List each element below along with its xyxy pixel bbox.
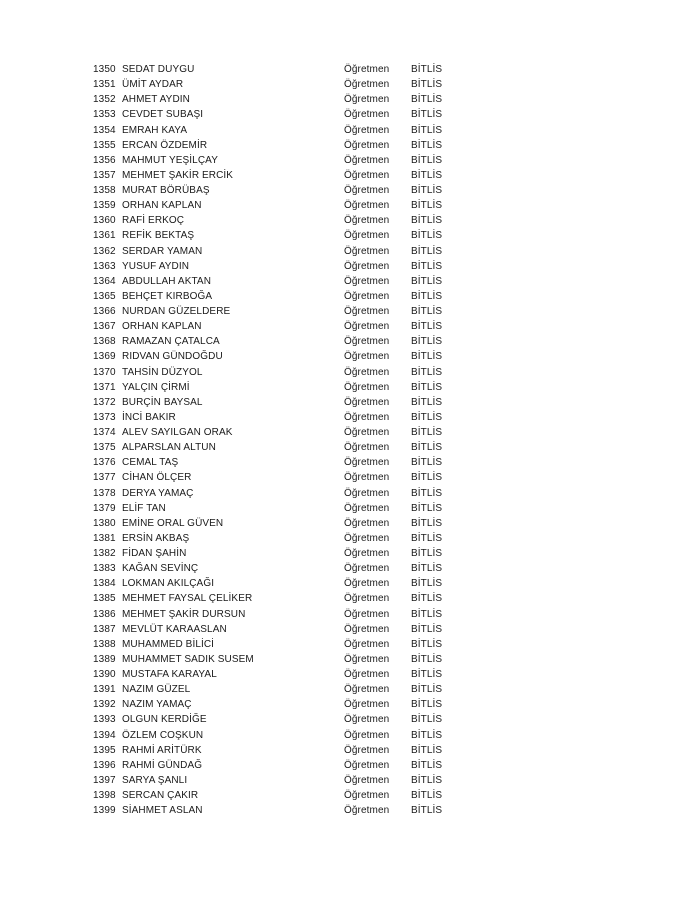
person-name: ABDULLAH AKTAN — [122, 275, 212, 287]
row-number: 1399 — [93, 805, 116, 817]
person-name: MEVLÜT KARAASLAN — [122, 623, 227, 635]
person-name: SERDAR YAMAN — [122, 245, 203, 257]
row-number: 1384 — [93, 578, 116, 590]
list-row — [0, 773, 700, 788]
row-number: 1359 — [93, 200, 116, 212]
person-name: ALEV SAYILGAN ORAK — [122, 427, 233, 438]
city-name: BİTLİS — [411, 275, 443, 287]
city-name: BİTLİS — [411, 396, 443, 408]
job-title: Öğretmen — [344, 64, 390, 75]
person-name: REFİK BEKTAŞ — [122, 230, 195, 242]
list-row — [0, 667, 700, 682]
row-number: 1377 — [93, 472, 116, 484]
row-number: 1369 — [93, 351, 116, 363]
person-name: DERYA YAMAÇ — [122, 487, 194, 499]
person-name: BURÇİN BAYSAL — [122, 396, 203, 408]
person-name: ALPARSLAN ALTUN — [122, 442, 216, 454]
list-row — [0, 591, 700, 606]
row-number: 1392 — [93, 699, 116, 711]
row-number: 1362 — [93, 245, 116, 257]
person-name: FİDAN ŞAHİN — [122, 548, 187, 559]
job-title: Öğretmen — [344, 245, 390, 257]
job-title: Öğretmen — [344, 275, 390, 287]
list-row — [0, 440, 700, 455]
job-title: Öğretmen — [344, 215, 390, 227]
row-number: 1380 — [93, 517, 116, 529]
row-number: 1353 — [93, 109, 116, 121]
job-title: Öğretmen — [344, 336, 390, 348]
person-name: MAHMUT YEŞİLÇAY — [122, 154, 218, 166]
job-title: Öğretmen — [344, 608, 390, 620]
row-number: 1391 — [93, 684, 116, 696]
city-name: BİTLİS — [411, 790, 443, 801]
person-name: SİAHMET ASLAN — [122, 805, 203, 817]
list-row — [0, 138, 700, 153]
list-row — [0, 77, 700, 92]
row-number: 1393 — [93, 714, 116, 726]
list-row — [0, 758, 700, 773]
city-name: BİTLİS — [411, 563, 443, 575]
list-row — [0, 516, 700, 531]
city-name: BİTLİS — [411, 185, 443, 196]
city-name: BİTLİS — [411, 578, 443, 590]
row-number: 1352 — [93, 94, 116, 106]
row-number: 1398 — [93, 790, 116, 801]
row-number: 1356 — [93, 154, 116, 166]
city-name: BİTLİS — [411, 593, 443, 605]
job-title: Öğretmen — [344, 321, 390, 333]
job-title: Öğretmen — [344, 487, 390, 499]
person-name: ELİF TAN — [122, 502, 166, 514]
job-title: Öğretmen — [344, 593, 390, 605]
city-name: BİTLİS — [411, 169, 443, 181]
person-name: MUSTAFA KARAYAL — [122, 669, 217, 680]
person-name: NAZIM YAMAÇ — [122, 699, 192, 711]
job-title: Öğretmen — [344, 548, 390, 559]
person-name: KAĞAN SEVİNÇ — [122, 563, 199, 575]
list-row — [0, 576, 700, 591]
row-number: 1382 — [93, 548, 116, 559]
row-number: 1355 — [93, 139, 116, 151]
city-name: BİTLİS — [411, 623, 443, 635]
list-row — [0, 546, 700, 561]
person-name: EMİNE ORAL GÜVEN — [122, 517, 224, 529]
row-number: 1397 — [93, 774, 116, 786]
job-title: Öğretmen — [344, 351, 390, 363]
row-number: 1389 — [93, 653, 116, 665]
list-row — [0, 697, 700, 712]
person-name: CİHAN ÖLÇER — [122, 472, 192, 484]
job-title: Öğretmen — [344, 185, 390, 196]
person-name: NAZIM GÜZEL — [122, 684, 191, 696]
person-name: CEVDET SUBAŞI — [122, 109, 204, 121]
job-title: Öğretmen — [344, 230, 390, 242]
list-row — [0, 501, 700, 516]
city-name: BİTLİS — [411, 94, 443, 106]
list-row — [0, 712, 700, 727]
person-name: RIDVAN GÜNDOĞDU — [122, 351, 223, 363]
person-name: TAHSİN DÜZYOL — [122, 366, 203, 378]
person-name: ERCAN ÖZDEMİR — [122, 139, 208, 151]
list-row — [0, 183, 700, 198]
job-title: Öğretmen — [344, 290, 390, 302]
city-name: BİTLİS — [411, 154, 443, 166]
person-name: MEHMET ŞAKİR ERCİK — [122, 169, 234, 181]
row-number: 1370 — [93, 366, 116, 378]
job-title: Öğretmen — [344, 638, 390, 650]
row-number: 1379 — [93, 502, 116, 514]
person-name: ERSİN AKBAŞ — [122, 532, 190, 544]
row-number: 1385 — [93, 593, 116, 605]
list-row — [0, 652, 700, 667]
job-title: Öğretmen — [344, 578, 390, 590]
city-name: BİTLİS — [411, 457, 443, 469]
city-name: BİTLİS — [411, 290, 443, 302]
list-row — [0, 455, 700, 470]
city-name: BİTLİS — [411, 351, 443, 363]
person-name: İNCİ BAKIR — [122, 411, 176, 423]
city-name: BİTLİS — [411, 714, 443, 726]
list-row — [0, 168, 700, 183]
person-name: NURDAN GÜZELDERE — [122, 306, 231, 317]
job-title: Öğretmen — [344, 744, 390, 756]
list-row — [0, 213, 700, 228]
city-name: BİTLİS — [411, 684, 443, 696]
list-row — [0, 334, 700, 349]
row-number: 1358 — [93, 185, 116, 196]
person-name: YALÇIN ÇİRMİ — [122, 381, 190, 393]
row-number: 1373 — [93, 411, 116, 423]
city-name: BİTLİS — [411, 200, 443, 212]
list-row — [0, 682, 700, 697]
city-name: BİTLİS — [411, 744, 443, 756]
row-number: 1350 — [93, 64, 116, 75]
list-row — [0, 365, 700, 380]
city-name: BİTLİS — [411, 669, 443, 680]
job-title: Öğretmen — [344, 472, 390, 484]
person-name: MURAT BÖRÜBAŞ — [122, 185, 210, 196]
city-name: BİTLİS — [411, 729, 443, 741]
job-title: Öğretmen — [344, 790, 390, 801]
city-name: BİTLİS — [411, 774, 443, 786]
row-number: 1376 — [93, 457, 116, 469]
job-title: Öğretmen — [344, 714, 390, 726]
job-title: Öğretmen — [344, 759, 390, 771]
city-name: BİTLİS — [411, 306, 443, 317]
person-name: RAMAZAN ÇATALCA — [122, 336, 220, 348]
job-title: Öğretmen — [344, 154, 390, 166]
city-name: BİTLİS — [411, 427, 443, 438]
list-row — [0, 425, 700, 440]
job-title: Öğretmen — [344, 502, 390, 514]
person-name: SERCAN ÇAKIR — [122, 790, 199, 801]
city-name: BİTLİS — [411, 653, 443, 665]
city-name: BİTLİS — [411, 411, 443, 423]
person-name: RAFİ ERKOÇ — [122, 215, 185, 227]
city-name: BİTLİS — [411, 638, 443, 650]
city-name: BİTLİS — [411, 260, 443, 272]
city-name: BİTLİS — [411, 517, 443, 529]
list-row — [0, 92, 700, 107]
person-name: MUHAMMED BİLİCİ — [122, 638, 215, 650]
city-name: BİTLİS — [411, 321, 443, 333]
row-number: 1387 — [93, 623, 116, 635]
list-row — [0, 395, 700, 410]
person-name: ÖZLEM COŞKUN — [122, 729, 204, 741]
job-title: Öğretmen — [344, 805, 390, 817]
list-row — [0, 728, 700, 743]
job-title: Öğretmen — [344, 669, 390, 680]
list-row — [0, 410, 700, 425]
person-name: BEHÇET KIRBOĞA — [122, 290, 213, 302]
list-row — [0, 244, 700, 259]
list-row — [0, 107, 700, 122]
job-title: Öğretmen — [344, 774, 390, 786]
row-number: 1366 — [93, 306, 116, 317]
person-name: YUSUF AYDIN — [122, 260, 190, 272]
list-row — [0, 803, 700, 818]
job-title: Öğretmen — [344, 260, 390, 272]
list-row — [0, 62, 700, 77]
city-name: BİTLİS — [411, 230, 443, 242]
list-row — [0, 228, 700, 243]
person-name: RAHMİ ARİTÜRK — [122, 744, 202, 756]
job-title: Öğretmen — [344, 169, 390, 181]
list-row — [0, 289, 700, 304]
person-name: OLGUN KERDİĞE — [122, 714, 207, 726]
city-name: BİTLİS — [411, 215, 443, 227]
job-title: Öğretmen — [344, 139, 390, 151]
row-number: 1365 — [93, 290, 116, 302]
city-name: BİTLİS — [411, 532, 443, 544]
row-number: 1388 — [93, 638, 116, 650]
list-row — [0, 607, 700, 622]
city-name: BİTLİS — [411, 442, 443, 454]
list-row — [0, 486, 700, 501]
list-row — [0, 198, 700, 213]
job-title: Öğretmen — [344, 729, 390, 741]
row-number: 1364 — [93, 275, 116, 287]
person-name: SARYA ŞANLI — [122, 774, 188, 786]
list-row — [0, 637, 700, 652]
row-number: 1378 — [93, 487, 116, 499]
city-name: BİTLİS — [411, 366, 443, 378]
city-name: BİTLİS — [411, 548, 443, 559]
row-number: 1363 — [93, 260, 116, 272]
row-number: 1386 — [93, 608, 116, 620]
city-name: BİTLİS — [411, 79, 443, 91]
city-name: BİTLİS — [411, 245, 443, 257]
person-name: EMRAH KAYA — [122, 124, 188, 136]
city-name: BİTLİS — [411, 699, 443, 711]
person-name: ORHAN KAPLAN — [122, 200, 202, 212]
list-row — [0, 470, 700, 485]
list-row — [0, 123, 700, 138]
list-row — [0, 531, 700, 546]
row-number: 1360 — [93, 215, 116, 227]
list-row — [0, 153, 700, 168]
city-name: BİTLİS — [411, 139, 443, 151]
job-title: Öğretmen — [344, 94, 390, 106]
job-title: Öğretmen — [344, 366, 390, 378]
job-title: Öğretmen — [344, 653, 390, 665]
job-title: Öğretmen — [344, 517, 390, 529]
row-number: 1354 — [93, 124, 116, 136]
city-name: BİTLİS — [411, 472, 443, 484]
row-number: 1367 — [93, 321, 116, 333]
person-name: ÜMİT AYDAR — [122, 79, 184, 91]
job-title: Öğretmen — [344, 457, 390, 469]
job-title: Öğretmen — [344, 411, 390, 423]
row-number: 1394 — [93, 729, 116, 741]
list-row — [0, 380, 700, 395]
job-title: Öğretmen — [344, 396, 390, 408]
city-name: BİTLİS — [411, 805, 443, 817]
city-name: BİTLİS — [411, 759, 443, 771]
job-title: Öğretmen — [344, 427, 390, 438]
teacher-list — [0, 62, 700, 818]
list-row — [0, 304, 700, 319]
row-number: 1396 — [93, 759, 116, 771]
row-number: 1368 — [93, 336, 116, 348]
city-name: BİTLİS — [411, 64, 443, 75]
row-number: 1371 — [93, 381, 116, 393]
list-row — [0, 622, 700, 637]
row-number: 1357 — [93, 169, 116, 181]
person-name: AHMET AYDIN — [122, 94, 190, 106]
list-row — [0, 743, 700, 758]
job-title: Öğretmen — [344, 699, 390, 711]
job-title: Öğretmen — [344, 79, 390, 91]
person-name: MEHMET FAYSAL ÇELİKER — [122, 593, 253, 605]
city-name: BİTLİS — [411, 608, 443, 620]
city-name: BİTLİS — [411, 124, 443, 136]
city-name: BİTLİS — [411, 109, 443, 121]
city-name: BİTLİS — [411, 502, 443, 514]
list-row — [0, 788, 700, 803]
person-name: SEDAT DUYGU — [122, 64, 195, 75]
person-name: ORHAN KAPLAN — [122, 321, 202, 333]
job-title: Öğretmen — [344, 684, 390, 696]
row-number: 1390 — [93, 669, 116, 680]
row-number: 1381 — [93, 532, 116, 544]
person-name: MUHAMMET SADIK SUSEM — [122, 653, 254, 665]
city-name: BİTLİS — [411, 487, 443, 499]
job-title: Öğretmen — [344, 532, 390, 544]
job-title: Öğretmen — [344, 381, 390, 393]
job-title: Öğretmen — [344, 109, 390, 121]
row-number: 1395 — [93, 744, 116, 756]
job-title: Öğretmen — [344, 200, 390, 212]
job-title: Öğretmen — [344, 124, 390, 136]
person-name: MEHMET ŞAKİR DURSUN — [122, 608, 246, 620]
job-title: Öğretmen — [344, 306, 390, 317]
city-name: BİTLİS — [411, 336, 443, 348]
job-title: Öğretmen — [344, 442, 390, 454]
person-name: RAHMİ GÜNDAĞ — [122, 759, 203, 771]
row-number: 1361 — [93, 230, 116, 242]
city-name: BİTLİS — [411, 381, 443, 393]
list-row — [0, 349, 700, 364]
list-row — [0, 274, 700, 289]
list-row — [0, 319, 700, 334]
row-number: 1383 — [93, 563, 116, 575]
person-name: CEMAL TAŞ — [122, 457, 179, 469]
person-name: LOKMAN AKILÇAĞI — [122, 578, 215, 590]
row-number: 1351 — [93, 79, 116, 91]
row-number: 1375 — [93, 442, 116, 454]
job-title: Öğretmen — [344, 563, 390, 575]
job-title: Öğretmen — [344, 623, 390, 635]
row-number: 1374 — [93, 427, 116, 438]
row-number: 1372 — [93, 396, 116, 408]
list-row — [0, 259, 700, 274]
list-row — [0, 561, 700, 576]
